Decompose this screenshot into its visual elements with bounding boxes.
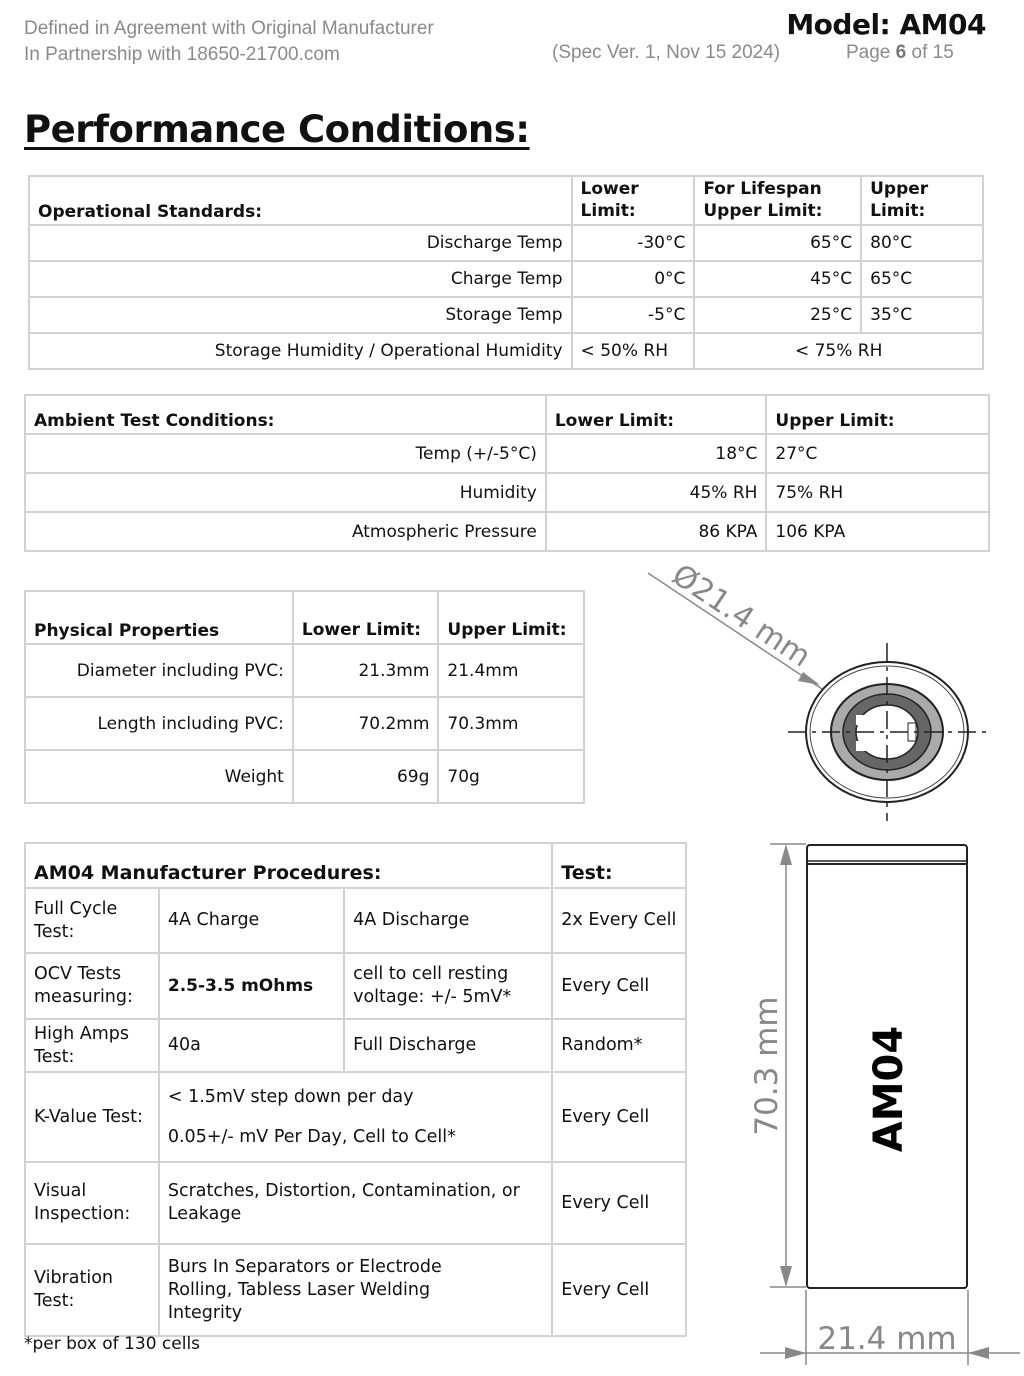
row-label: Storage Temp bbox=[29, 297, 572, 333]
ambient-heading: Ambient Test Conditions: bbox=[25, 395, 546, 434]
table-header-row bbox=[25, 843, 686, 888]
row-label: Charge Temp bbox=[29, 261, 572, 297]
ambient-conditions-table bbox=[24, 394, 990, 552]
row-label: Discharge Temp bbox=[29, 225, 572, 261]
col-upper-limit: Upper Limit: bbox=[766, 395, 989, 434]
row-label: Atmospheric Pressure bbox=[25, 512, 546, 551]
upper-value: 70.3mm bbox=[438, 697, 584, 750]
arrow-down-icon bbox=[780, 1266, 792, 1287]
upper-value: 21.4mm bbox=[438, 644, 584, 697]
procedure-test: 2x Every Cell bbox=[552, 888, 686, 953]
height-dimension-label: 70.3 mm bbox=[749, 996, 785, 1136]
lower-value: 45% RH bbox=[546, 473, 767, 512]
page-prefix: Page bbox=[846, 42, 896, 63]
row-label: Length including PVC: bbox=[25, 697, 293, 750]
procedure-test: Every Cell bbox=[552, 1072, 686, 1162]
col-upper-limit: Upper Limit: bbox=[438, 591, 584, 644]
page-number: 6 bbox=[895, 42, 907, 63]
procedure-name: Vibration Test: bbox=[25, 1244, 159, 1336]
upper-value: 35°C bbox=[861, 297, 983, 333]
col-lower-limit: Lower Limit: bbox=[572, 176, 695, 225]
header-agreement-text: Defined in Agreement with Original Manufacturer bbox=[24, 18, 434, 39]
lower-value: 0°C bbox=[572, 261, 695, 297]
procedure-test: Every Cell bbox=[552, 1162, 686, 1244]
upper-value: 65°C bbox=[861, 261, 983, 297]
procedure-name: K-Value Test: bbox=[25, 1072, 159, 1162]
lower-value: < 50% RH bbox=[572, 333, 695, 369]
procedure-desc: Burs In Separators or Electrode Rolling, Tabless Laser Welding Integrity bbox=[159, 1244, 552, 1336]
lower-value: -30°C bbox=[572, 225, 695, 261]
kvalue-line-1: < 1.5mV step down per day bbox=[167, 1087, 414, 1107]
diameter-label: Ø21.4 mm bbox=[665, 557, 817, 675]
procedure-b: cell to cell resting voltage: +/- 5mV* bbox=[344, 953, 552, 1019]
row-label: Storage Humidity / Operational Humidity bbox=[29, 333, 572, 369]
table-row bbox=[25, 697, 584, 750]
col-lower-limit: Lower Limit: bbox=[293, 591, 439, 644]
col-lifespan-upper: For Lifespan Upper Limit: bbox=[694, 176, 861, 225]
upper-value: 80°C bbox=[861, 225, 983, 261]
row-label: Temp (+/-5°C) bbox=[25, 434, 546, 473]
upper-value: 27°C bbox=[766, 434, 989, 473]
upper-value: < 75% RH bbox=[694, 333, 983, 369]
operational-standards-table bbox=[28, 175, 984, 370]
width-dimension-label: 21.4 mm bbox=[817, 1321, 957, 1357]
lower-value: -5°C bbox=[572, 297, 695, 333]
col-lower-limit: Lower Limit: bbox=[546, 395, 767, 434]
spec-version: (Spec Ver. 1, Nov 15 2024) bbox=[552, 42, 781, 63]
header-left bbox=[24, 16, 434, 68]
upper-value: 106 KPA bbox=[766, 512, 989, 551]
operational-heading: Operational Standards: bbox=[29, 176, 572, 225]
table-row bbox=[29, 261, 983, 297]
kvalue-line-2: 0.05+/- mV Per Day, Cell to Cell* bbox=[167, 1127, 456, 1147]
physical-properties-table bbox=[24, 590, 585, 804]
col-test: Test: bbox=[552, 843, 686, 888]
procedure-a: 2.5-3.5 mOhms bbox=[159, 953, 344, 1019]
table-row bbox=[25, 1019, 686, 1072]
lower-value: 21.3mm bbox=[293, 644, 439, 697]
row-label: Weight bbox=[25, 750, 293, 803]
arrow-right-icon bbox=[785, 1347, 806, 1359]
lower-value: 86 KPA bbox=[546, 512, 767, 551]
table-row bbox=[25, 1162, 686, 1244]
procedure-a: 40a bbox=[159, 1019, 344, 1072]
procedure-desc: Scratches, Distortion, Contamination, or Leakage bbox=[159, 1162, 552, 1244]
physical-heading: Physical Properties bbox=[25, 591, 293, 644]
table-row bbox=[25, 1244, 686, 1336]
lower-value: 69g bbox=[293, 750, 439, 803]
cell-model-label: AM04 bbox=[866, 1025, 912, 1153]
table-header-row bbox=[25, 395, 989, 434]
table-row bbox=[29, 297, 983, 333]
page-title: Performance Conditions: bbox=[24, 108, 530, 151]
table-row bbox=[25, 888, 686, 953]
page-total: of 15 bbox=[906, 42, 954, 63]
row-label: Humidity bbox=[25, 473, 546, 512]
table-row bbox=[25, 953, 686, 1019]
table-row bbox=[25, 473, 989, 512]
page-indicator bbox=[846, 42, 954, 64]
procedure-a: 4A Charge bbox=[159, 888, 344, 953]
col-upper-limit: Upper Limit: bbox=[861, 176, 983, 225]
procedure-name: Visual Inspection: bbox=[25, 1162, 159, 1244]
header-partnership-text: In Partnership with 18650-21700.com bbox=[24, 44, 340, 65]
lifespan-value: 65°C bbox=[694, 225, 861, 261]
model-title: Model: AM04 bbox=[786, 8, 986, 41]
upper-value: 70g bbox=[438, 750, 584, 803]
cell-top-view-drawing bbox=[630, 555, 1020, 835]
arrow-up-icon bbox=[780, 844, 792, 865]
procedure-name: High Amps Test: bbox=[25, 1019, 159, 1072]
dimension-arrow-icon bbox=[798, 672, 820, 685]
procedures-heading: AM04 Manufacturer Procedures: bbox=[25, 843, 552, 888]
lifespan-value: 25°C bbox=[694, 297, 861, 333]
procedure-test: Random* bbox=[552, 1019, 686, 1072]
table-row bbox=[25, 644, 584, 697]
footnote: *per box of 130 cells bbox=[24, 1334, 201, 1354]
upper-value: 75% RH bbox=[766, 473, 989, 512]
procedure-name: Full Cycle Test: bbox=[25, 888, 159, 953]
procedure-name: OCV Tests measuring: bbox=[25, 953, 159, 1019]
procedures-table bbox=[24, 842, 687, 1337]
procedure-b: Full Discharge bbox=[344, 1019, 552, 1072]
lower-value: 18°C bbox=[546, 434, 767, 473]
lower-value: 70.2mm bbox=[293, 697, 439, 750]
cell-side-view-drawing bbox=[740, 835, 1024, 1376]
row-label: Diameter including PVC: bbox=[25, 644, 293, 697]
arrow-left-icon bbox=[968, 1347, 989, 1359]
table-row bbox=[25, 512, 989, 551]
table-header-row bbox=[29, 176, 983, 225]
table-row bbox=[25, 434, 989, 473]
table-header-row bbox=[25, 591, 584, 644]
procedure-b: 4A Discharge bbox=[344, 888, 552, 953]
table-row bbox=[25, 1072, 686, 1162]
table-row bbox=[29, 333, 983, 369]
procedure-desc bbox=[159, 1072, 552, 1162]
lifespan-value: 45°C bbox=[694, 261, 861, 297]
table-row bbox=[25, 750, 584, 803]
procedure-test: Every Cell bbox=[552, 1244, 686, 1336]
procedure-test: Every Cell bbox=[552, 953, 686, 1019]
table-row bbox=[29, 225, 983, 261]
